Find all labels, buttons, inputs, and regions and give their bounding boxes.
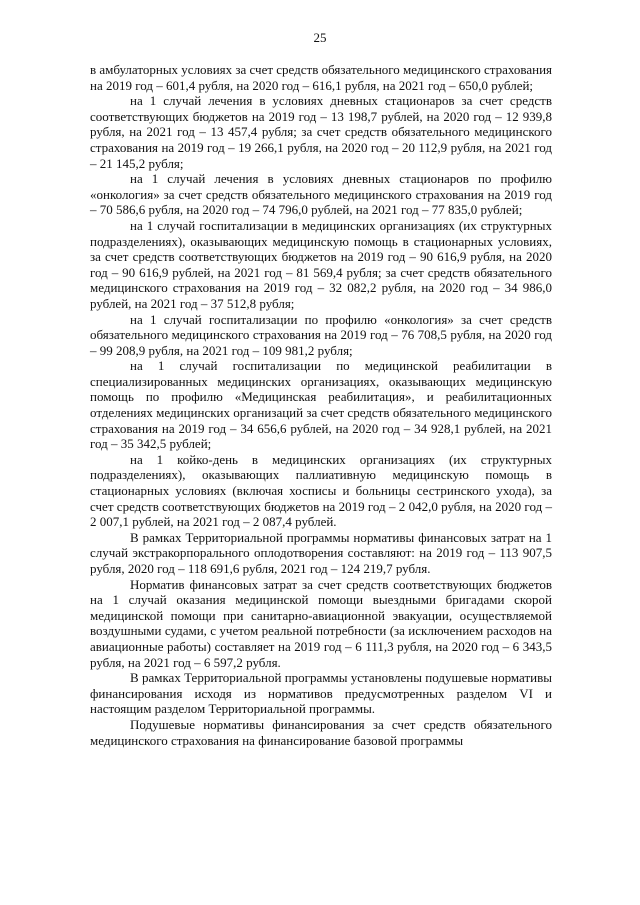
paragraph-hospitalization-oncology-cost: на 1 случай госпитализации по профилю «онкология» за счет средств обязательного медицинского страхования на 2019 год – 76 708,5 рубля, на 2020 год – 99 208,9 рубля, на 2021 год – 109 981,2 рубля; bbox=[90, 311, 552, 358]
paragraph-day-hospital-oncology-cost: на 1 случай лечения в условиях дневных стационаров по профилю «онкология» за счет средств обязательного медицинского страхования на 2019 год – 70 586,6 рубля, на 2020 год – 74 796,0 рублей, на 2021 год – 77 835,0 рублей; bbox=[90, 171, 552, 218]
paragraph-per-capita-standards: В рамках Территориальной программы установлены подушевые нормативы финансирования исходя из нормативов предусмотренных разделом VI и настоящим разделом Территориальной программы. bbox=[90, 670, 552, 717]
document-body bbox=[90, 62, 552, 748]
paragraph-day-hospital-cost: на 1 случай лечения в условиях дневных стационаров за счет средств соответствующих бюджетов на 2019 год – 13 198,7 рублей, на 2020 год – 12 939,8 рубля, на 2021 год – 13 457,4 рубля; за счет средств обязательного медицинского страхования на 2019 год – 19 266,1 рубля, на 2020 год – 20 112,9 рубля, на 2021 год – 21 145,2 рубля; bbox=[90, 93, 552, 171]
paragraph-oms-per-capita-standards: Подушевые нормативы финансирования за счет средств обязательного медицинского страхования на финансирование базовой программы bbox=[90, 716, 552, 748]
paragraph-outpatient-cost: в амбулаторных условиях за счет средств обязательного медицинского страхования на 2019 год – 601,4 рубля, на 2020 год – 616,1 рубля, на 2021 год – 650,0 рублей; bbox=[90, 62, 553, 93]
paragraph-rehabilitation-cost: на 1 случай госпитализации по медицинской реабилитации в специализированных медицинских организациях, оказывающих медицинскую помощь по профилю «Медицинская реабилитация», и реабилитационных отделениях медицинских организаций за счет средств обязательного медицинского страхования на 2019 год – 34 656,6 рублей, на 2020 год – 34 928,1 рублей, на 2021 год – 35 342,5 рублей; bbox=[90, 358, 552, 452]
paragraph-palliative-bed-day-cost: на 1 койко-день в медицинских организациях (их структурных подразделениях), оказывающих паллиативную медицинскую помощь в стационарных условиях (включая хосписы и больницы сестринского ухода), за счет средств соответствующих бюджетов на 2019 год – 2 042,0 рубля, на 2020 год – 2 007,1 рублей, на 2021 год – 2 087,4 рублей. bbox=[90, 451, 552, 530]
paragraph-air-ambulance-cost: Норматив финансовых затрат за счет средств соответствующих бюджетов на 1 случай оказания медицинской помощи выездными бригадами скорой медицинской помощи при санитарно-авиационной эвакуации, осуществляемой воздушными судами, с учетом реальной потребности (за исключением расходов на авиационные работы) составляет на 2019 год – 6 111,3 рубля, на 2020 год – 6 343,5 рубля, на 2021 год – 6 597,2 рубля. bbox=[90, 576, 552, 670]
page-number: 25 bbox=[313, 30, 327, 45]
paragraph-hospitalization-cost: на 1 случай госпитализации в медицинских организациях (их структурных подразделениях), оказывающих медицинскую помощь в стационарных условиях, за счет средств соответствующих бюджетов на 2019 год – 90 616,9 рубля, на 2020 год – 90 616,9 рублей, на 2021 год – 81 569,4 рубля; за счет средств обязательного медицинского страхования на 2019 год – 32 082,2 рубля, на 2020 год – 34 986,0 рублей, на 2021 год – 37 512,8 рубля; bbox=[90, 217, 552, 311]
paragraph-ivf-cost: В рамках Территориальной программы нормативы финансовых затрат на 1 случай экстракорпорального оплодотворения составляют: на 2019 год – 113 907,5 рубля, 2020 год – 118 691,6 рубля, 2021 год – 124 219,7 рубля. bbox=[90, 529, 552, 576]
